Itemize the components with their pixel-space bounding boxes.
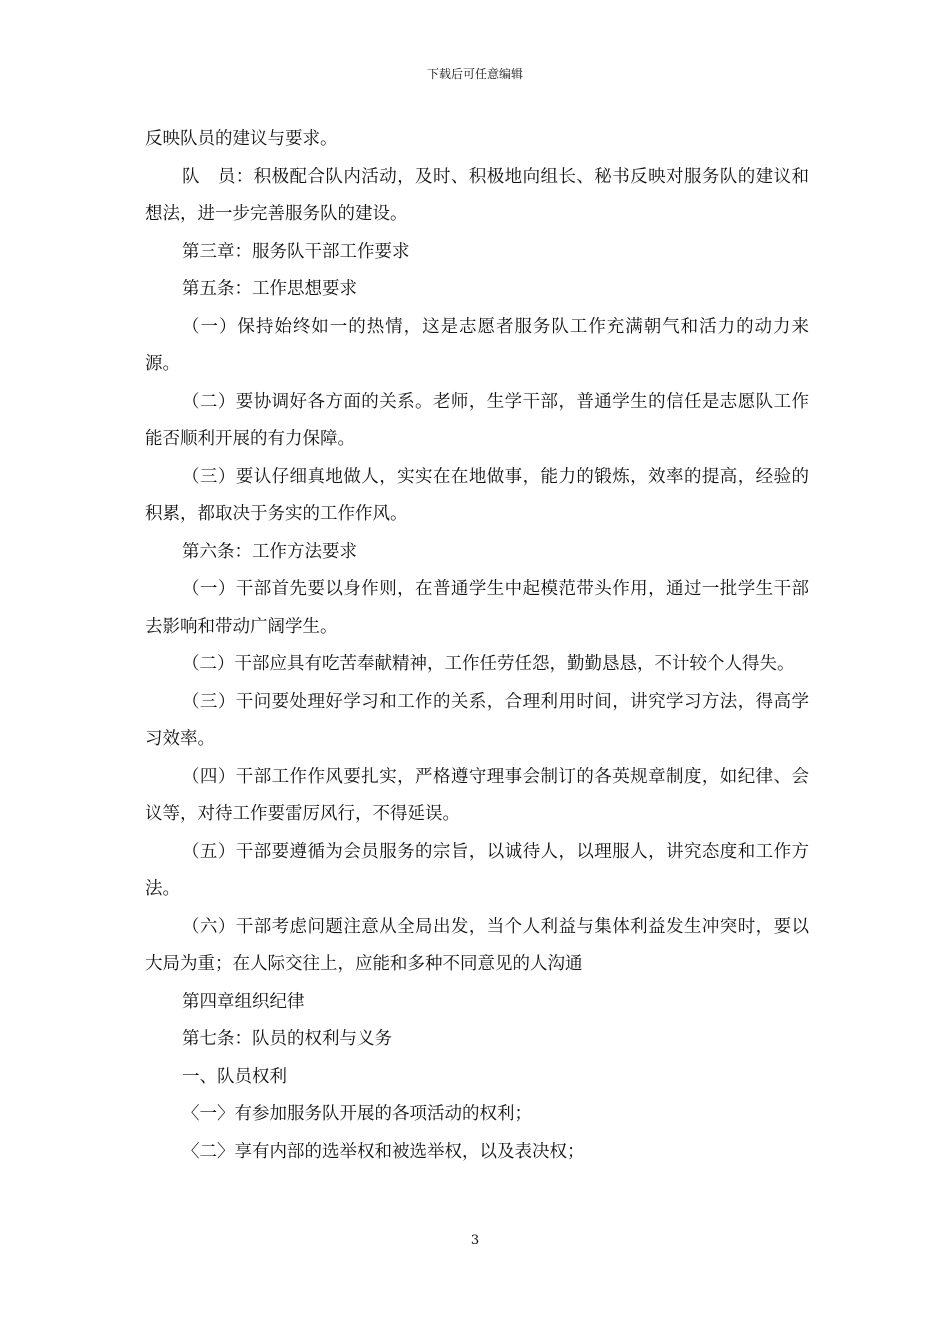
section-member-rights: 一、队员权利	[182, 1066, 287, 1087]
document-body	[145, 121, 809, 1171]
paragraph-five-2: （二）要协调好各方面的关系。老师，生学干部，普通学生的信任是志愿队工作能否顺利开展的有力保障。	[145, 391, 809, 449]
chapter-four-heading: 第四章组织纪律	[182, 991, 305, 1012]
chapter-three-heading: 第三章：服务队干部工作要求	[182, 241, 410, 262]
article-five-heading: 第五条：工作思想要求	[182, 279, 357, 299]
paragraph-six-2: （二）干部应具有吃苦奉献精神，工作任劳任怨，勤勤恳恳，不计较个人得失。	[182, 654, 795, 674]
paragraph-five-3: （三）要认仔细真地做人，实实在在地做事，能力的锻炼，效率的提高，经验的积累，都取决于务实的工作作风。	[145, 466, 809, 524]
right-item-1: 〈一〉有参加服务队开展的各项活动的权利；	[182, 1104, 532, 1124]
paragraph-continuation: 反映队员的建议与要求。	[145, 129, 338, 149]
paragraph-six-1: （一）干部首先要以身作则，在普通学生中起模范带头作用，通过一批学生干部去影响和带动广阔学生。	[145, 579, 809, 637]
page-header: 下载后可任意编辑	[426, 67, 523, 81]
paragraph-six-5: （五）干部要遵循为会员服务的宗旨，以诚待人，以理服人，讲究态度和工作方法。	[145, 841, 809, 899]
paragraph-six-6: （六）干部考虑问题注意从全局出发，当个人利益与集体利益发生冲突时，要以大局为重；在人际交往上，应能和多种不同意见的人沟通	[145, 916, 809, 974]
paragraph-six-3: （三）干问要处理好学习和工作的关系，合理利用时间，讲究学习方法，得高学习效率。	[145, 691, 809, 749]
page-number: 3	[470, 1233, 480, 1248]
paragraph-six-4: （四）干部工作作风要扎实，严格遵守理事会制订的各英规章制度，如纪律、会议等，对待工作要雷厉风行，不得延误。	[145, 766, 809, 824]
article-seven-heading: 第七条：队员的权利与义务	[182, 1029, 392, 1049]
paragraph-member-duty: 队 员：积极配合队内活动，及时、积极地向组长、秘书反映对服务队的建议和想法，进一步完善服务队的建设。	[145, 166, 809, 224]
right-item-2: 〈二〉享有内部的选举权和被选举权，以及表决权；	[182, 1141, 585, 1162]
paragraph-five-1: （一）保持始终如一的热情，这是志愿者服务队工作充满朝气和活力的动力来源。	[145, 316, 809, 374]
article-six-heading: 第六条：工作方法要求	[182, 541, 357, 562]
